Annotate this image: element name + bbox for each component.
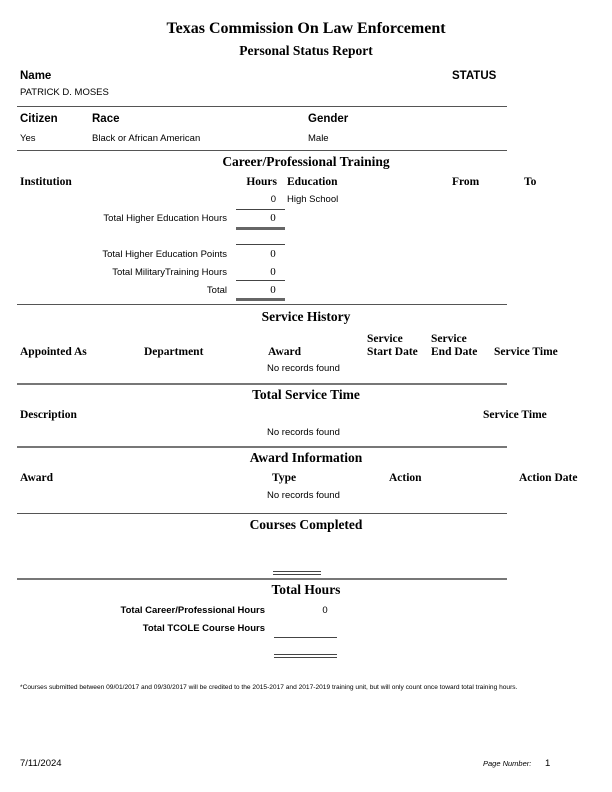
race-label: Race xyxy=(92,113,120,125)
report-agency-title: Texas Commission On Law Enforcement xyxy=(166,20,446,37)
divider xyxy=(17,106,507,107)
column-header-service-time: Service Time xyxy=(483,409,547,421)
divider xyxy=(17,150,507,151)
total-military-hours-label: Total MilitaryTraining Hours xyxy=(112,267,227,278)
name-label: Name xyxy=(20,70,52,82)
double-underline xyxy=(236,227,285,230)
column-header-department: Department xyxy=(144,346,204,358)
total-label: Total xyxy=(206,285,227,296)
total-career-hours-value: 0 xyxy=(322,605,328,616)
column-header-service-end-line1: Service xyxy=(431,333,467,345)
column-header-award: Award xyxy=(20,472,54,484)
name-value: PATRICK D. MOSES xyxy=(20,87,109,98)
column-header-from: From xyxy=(452,176,480,188)
footnote: *Courses submitted between 09/01/2017 and 09/30/2017 will be credited to the 2015-2017 and 2017-2019 training unit, but will only count once toward total training hours. xyxy=(20,684,518,691)
total-higher-ed-hours-value: 0 xyxy=(270,212,276,224)
column-header-description: Description xyxy=(20,409,77,421)
training-row-hours: 0 xyxy=(270,194,276,205)
total-career-hours-label: Total Career/Professional Hours xyxy=(120,605,265,616)
column-header-appointed-as: Appointed As xyxy=(20,346,87,358)
column-header-service-end-line2: End Date xyxy=(431,346,478,358)
total-higher-ed-points-value: 0 xyxy=(270,248,276,260)
divider xyxy=(17,446,507,448)
column-header-education: Education xyxy=(287,176,338,188)
section-title-career-training: Career/Professional Training xyxy=(222,154,390,169)
subtotal-underline xyxy=(236,244,285,245)
training-row-education: High School xyxy=(287,194,339,205)
double-underline xyxy=(273,574,321,575)
column-header-service-start-line2: Start Date xyxy=(367,346,418,358)
subtotal-underline xyxy=(236,209,285,210)
empty-records-message: No records found xyxy=(267,490,340,501)
empty-records-message: No records found xyxy=(267,363,340,374)
citizen-value: Yes xyxy=(20,133,36,144)
column-header-hours: Hours xyxy=(246,176,277,188)
total-military-hours-value: 0 xyxy=(270,266,276,278)
divider xyxy=(17,383,507,385)
total-higher-ed-points-label: Total Higher Education Points xyxy=(102,249,227,260)
section-title-courses-completed: Courses Completed xyxy=(249,517,363,532)
status-label: STATUS xyxy=(452,70,497,82)
page-number: 1 xyxy=(545,758,551,769)
double-underline xyxy=(273,571,321,572)
race-value: Black or African American xyxy=(92,133,201,144)
double-underline xyxy=(274,657,337,658)
section-title-award-information: Award Information xyxy=(249,450,363,465)
citizen-label: Citizen xyxy=(20,113,58,125)
gender-label: Gender xyxy=(308,113,349,125)
gender-value: Male xyxy=(308,133,329,144)
divider xyxy=(17,513,507,514)
empty-records-message: No records found xyxy=(267,427,340,438)
subtotal-underline xyxy=(274,637,337,638)
column-header-award: Award xyxy=(268,346,302,358)
column-header-institution: Institution xyxy=(20,176,72,188)
subtotal-underline xyxy=(236,280,285,281)
total-value: 0 xyxy=(270,284,276,296)
section-title-service-history: Service History xyxy=(261,309,351,324)
double-underline xyxy=(236,298,285,301)
report-date: 7/11/2024 xyxy=(20,758,62,769)
column-header-action: Action xyxy=(389,472,422,484)
section-title-total-hours: Total Hours xyxy=(271,582,341,597)
column-header-service-time: Service Time xyxy=(494,346,558,358)
total-tcole-hours-label: Total TCOLE Course Hours xyxy=(142,623,265,634)
section-title-total-service-time: Total Service Time xyxy=(252,387,360,402)
divider xyxy=(17,578,507,580)
column-header-action-date: Action Date xyxy=(519,472,578,484)
divider xyxy=(17,304,507,305)
page-number-label: Page Number: xyxy=(483,759,532,768)
column-header-to: To xyxy=(524,176,537,188)
column-header-service-start-line1: Service xyxy=(367,333,403,345)
report-subtitle: Personal Status Report xyxy=(239,43,373,58)
total-higher-ed-hours-label: Total Higher Education Hours xyxy=(103,213,227,224)
double-underline xyxy=(274,654,337,655)
column-header-type: Type xyxy=(272,472,297,484)
